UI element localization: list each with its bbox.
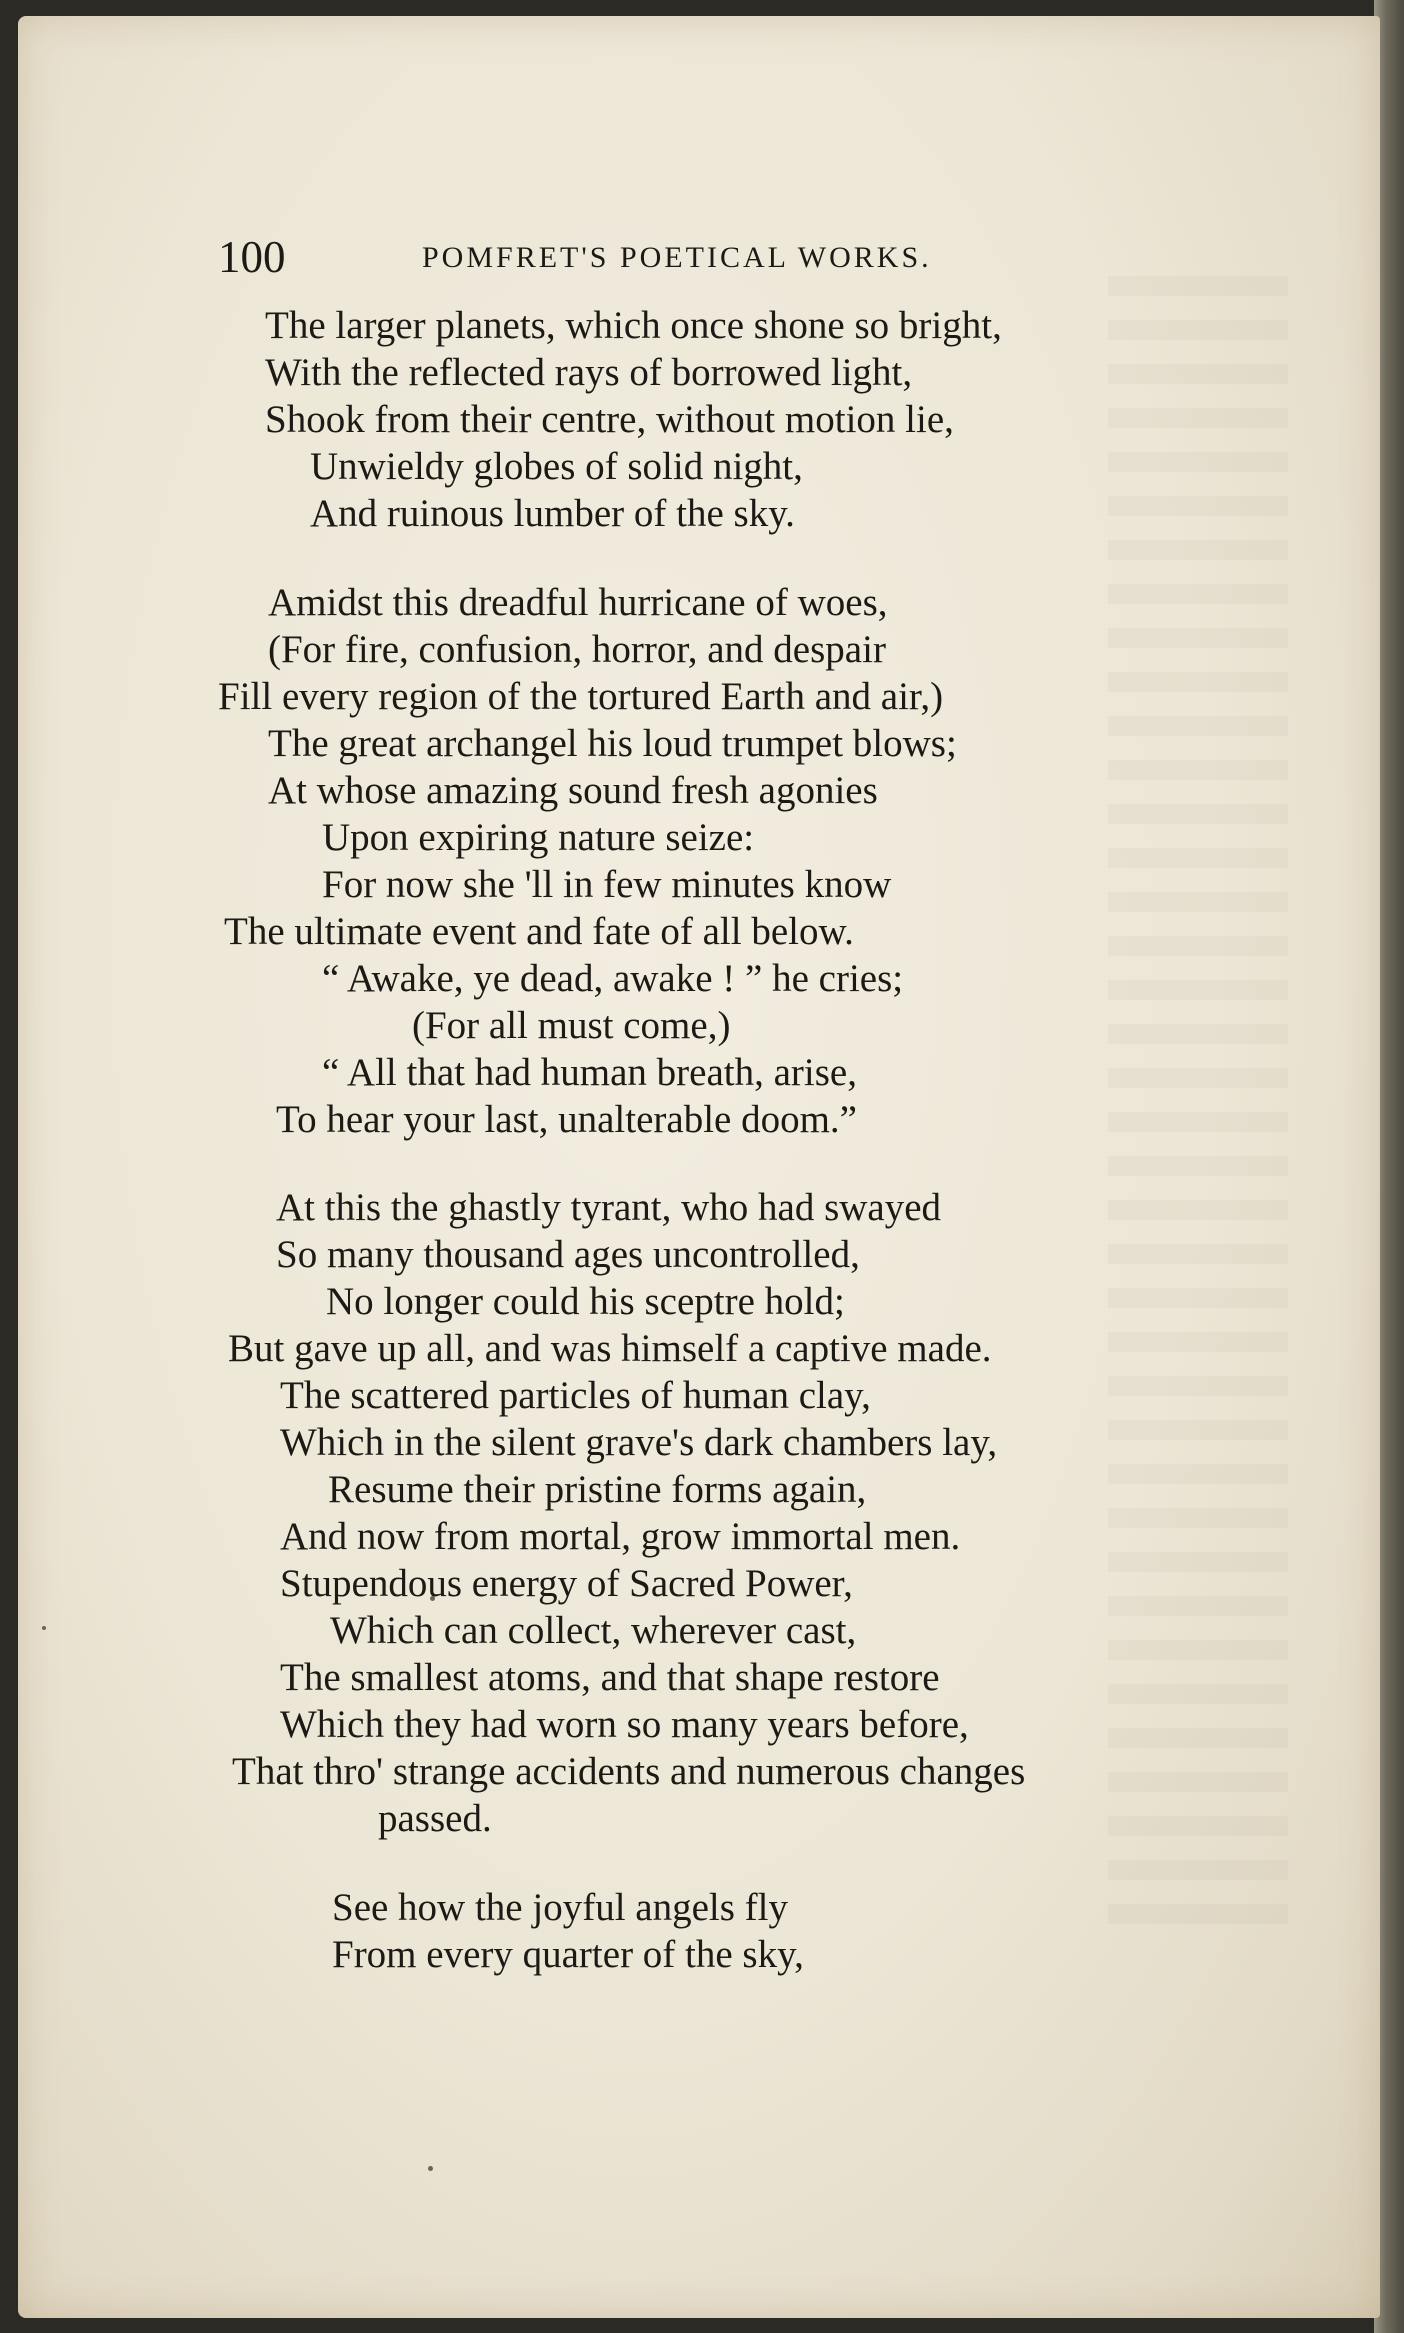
running-title: POMFRET'S POETICAL WORKS. [422,241,932,274]
paper-speck [42,1626,46,1630]
verse-line: So many thousand ages uncontrolled, [276,1233,860,1276]
verse-line: Stupendous energy of Sacred Power, [280,1562,853,1605]
verse-line: Which in the silent grave's dark chambers lay, [280,1421,998,1464]
verse-line: And ruinous lumber of the sky. [310,492,795,535]
verse-line: No longer could his sceptre hold; [326,1280,845,1323]
verse-line: For now she 'll in few minutes know [322,863,892,906]
verse-line: But gave up all, and was himself a captive made. [228,1327,992,1370]
verse-line: Resume their pristine forms again, [328,1468,867,1511]
verse-line: Which can collect, wherever cast, [330,1609,857,1652]
verse-line: With the reflected rays of borrowed light, [265,351,913,394]
verse-line: That thro' strange accidents and numerous changes [232,1750,1026,1793]
verse-line: “ All that had human breath, arise, [322,1051,857,1094]
verse-line: The larger planets, which once shone so bright, [265,304,1002,347]
show-through-text [1108,276,1288,1926]
paper-speck [428,2166,433,2171]
verse-line: “ Awake, ye dead, awake ! ” he cries; [322,957,904,1000]
verse-line: To hear your last, unalterable doom.” [276,1098,857,1141]
verse-line: Unwieldy globes of solid night, [310,445,803,488]
verse-line: passed. [378,1797,492,1840]
verse-line: (For all must come,) [412,1004,731,1047]
page-number: 100 [218,232,286,282]
verse-line: Shook from their centre, without motion lie, [265,398,954,441]
verse-line: (For fire, confusion, horror, and despair [268,628,886,671]
verse-line: The smallest atoms, and that shape restore [280,1656,940,1699]
verse-line: And now from mortal, grow immortal men. [280,1515,961,1558]
verse-line: Amidst this dreadful hurricane of woes, [268,581,888,624]
verse-line: At this the ghastly tyrant, who had swayed [276,1186,942,1229]
verse-line: The scattered particles of human clay, [280,1374,871,1417]
verse-line: Upon expiring nature seize: [322,816,755,859]
verse-line: Fill every region of the tortured Earth and air,) [218,675,944,718]
verse-line: Which they had worn so many years before, [280,1703,969,1746]
verse-line: See how the joyful angels fly [332,1886,788,1929]
verse-line: The ultimate event and fate of all below. [224,910,854,953]
verse-line: The great archangel his loud trumpet blows; [268,722,957,765]
verse-line: From every quarter of the sky, [332,1933,804,1976]
verse-line: At whose amazing sound fresh agonies [268,769,878,812]
